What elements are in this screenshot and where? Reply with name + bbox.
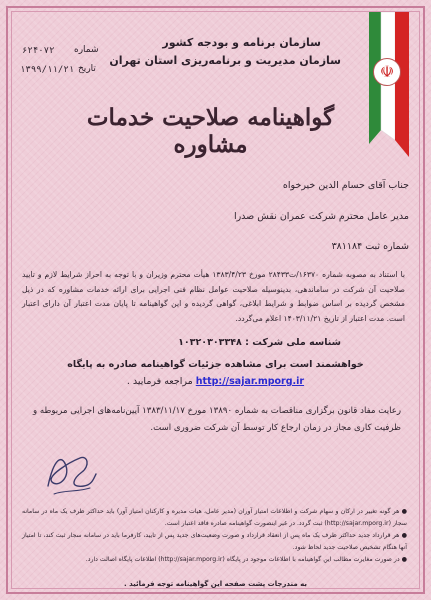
number-value: ۶۲۴۰۷۲ xyxy=(22,46,55,56)
note-item: ● هر گونه تغییر در ارکان و سهام شرکت و اطلاعات امتیاز آوران (مدیر عامل، هیات مدیره و کارکنان امتیاز آور) باید حداکثر ظرف یک ماه در سامانه سجار (http://sajar.mporg.ir) ثبت گردد. در غیر اینصورت گواهینامه صادره فاقد اعتبار است. xyxy=(22,508,407,527)
org-name-secondary: سازمان مدیریت و برنامه‌ریزی استان تهران xyxy=(109,54,341,67)
certificate-body: با استناد به مصوبه شماره ۱۶۳۷۰/ت۲۸۴۳۳ مورخ ۱۳۸۳/۴/۲۳ هیأت محترم وزیران و با توجه به احراز شرایط لازم و تایید صلاحیت آن شرکت در ساماندهی، بدینوسیله صلاحیت عوامل نظام فنی اجرایی برای ارائه خدمات مشاوره که در ذیل مشخص گردیده بر اساس ضوابط و شرایط ابلاغی، گواهی گردیده و این گواهینامه تا پایان مدت اعتبار آن دارای اعتبار است. مدت اعتبار از تاریخ ۱۴۰۳/۱۱/۲۱ اعلام می‌گردد. xyxy=(22,270,405,323)
certificate-title: گواهینامه صلاحیت خدمات مشاوره xyxy=(86,104,335,158)
registration-number: شماره ثبت ۳۸۱۱۸۴ xyxy=(331,241,409,252)
recipient-name: جناب آقای حسام الدین خیرخواه xyxy=(282,180,409,191)
org-name-primary: سازمان برنامه و بودجه کشور xyxy=(162,36,321,49)
national-id: شناسه ملی شرکت : ۱۰۳۲۰۳۰۳۳۴۸ xyxy=(178,337,341,348)
note-item: ● هر قرارداد جدید حداکثر ظرف یک ماه پس از انعقاد قرارداد و صورت وضعیت‌های جدید پس از تایید، کارفرما باید در سامانه سجار ثبت کند، تا امتیاز آنها هنگام تشخیص صلاحیت جدید لحاظ شود. xyxy=(22,532,407,551)
link-row xyxy=(30,376,401,387)
link-suffix: مراجعه فرمایید . xyxy=(126,376,193,387)
notes-list xyxy=(22,506,407,566)
sajar-link[interactable]: http://sajar.mporg.ir xyxy=(195,376,305,387)
note-item: ● در صورت مغایرت مطالب این گواهینامه با اطلاعات موجود در پایگاه (http://sajar.mporg.ir) اطلاعات پایگاه اصالت دارد. xyxy=(85,556,407,563)
date-value: ۱۳۹۹/۱۱/۲۱ xyxy=(20,65,75,75)
iran-emblem-icon: ☫ xyxy=(373,58,401,86)
signature-stamp xyxy=(40,448,100,500)
footer-note: به مندرجات پشت صفحه این گواهینامه توجه فرمائید . xyxy=(124,580,307,588)
number-label: شماره xyxy=(74,45,99,55)
date-label: تاریخ xyxy=(78,64,96,74)
request-text: خواهشمند است برای مشاهده جزئیات گواهینامه صادره به پایگاه xyxy=(67,359,364,370)
compliance-note: رعایت مفاد قانون برگزاری مناقصات به شماره ۱۳۸۹۰ مورخ ۱۳۸۳/۱۱/۱۷ آیین‌نامه‌های اجرایی مربوطه و ظرفیت کاری مجاز در زمان ارجاع کار توسط آن شرکت ضروری است. xyxy=(32,406,401,433)
company-name: مدیر عامل محترم شرکت عمران نقش صدرا xyxy=(233,211,409,222)
